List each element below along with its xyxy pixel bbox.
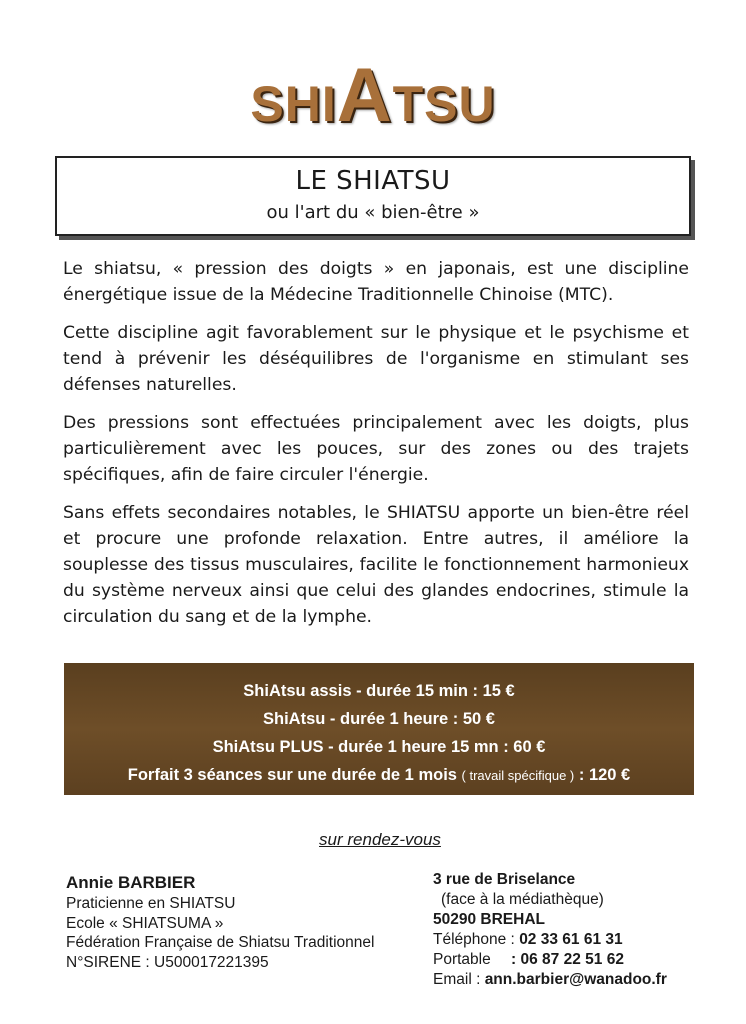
- page-subtitle: ou l'art du « bien-être »: [266, 202, 480, 223]
- mobile-number[interactable]: : 06 87 22 51 62: [511, 951, 624, 968]
- practitioner-federation: Fédération Française de Shiatsu Traditionnel: [66, 934, 375, 951]
- address-landmark: (face à la médiathèque): [441, 891, 604, 908]
- paragraph-intro: Le shiatsu, « pression des doigts » en japonais, est une discipline énergétique issue de la Médecine Traditionnelle Chinoise (MTC).: [63, 259, 689, 305]
- practitioner-school: Ecole « SHIATSUMA »: [66, 914, 224, 932]
- logo: [0, 52, 746, 139]
- contact-left: [66, 872, 416, 972]
- appointment-note: sur rendez-vous: [319, 830, 441, 849]
- email-address[interactable]: ann.barbier@wanadoo.fr: [484, 971, 667, 988]
- phone-line: [433, 930, 733, 950]
- practitioner-role: Praticienne en SHIATSU: [66, 895, 236, 912]
- paragraph-technique: Des pressions sont effectuées principalement avec les doigts, plus particulièrement avec les pouces, sur des zones ou des trajets spécifiques, afin de faire circuler l'énergie.: [63, 413, 689, 485]
- address-city: 50290 BREHAL: [433, 911, 545, 928]
- title-box: [55, 156, 691, 236]
- address-street: 3 rue de Briselance: [433, 871, 576, 888]
- forfait-note: ( travail spécifique ): [461, 768, 575, 783]
- price-box: [64, 663, 694, 795]
- mobile-line: [433, 950, 733, 970]
- phone-number[interactable]: 02 33 61 61 31: [519, 931, 623, 948]
- logo-part-a: A: [336, 53, 393, 138]
- contact-right: [433, 870, 733, 990]
- price-row-1h: ShiAtsu - durée 1 heure : 50 €: [263, 710, 495, 728]
- practitioner-siren: N°SIRENE : U500017221395: [66, 953, 269, 971]
- forfait-label: Forfait 3 séances sur une durée de 1 mois: [127, 766, 457, 784]
- email-label: Email :: [433, 971, 481, 988]
- price-row-assis: ShiAtsu assis - durée 15 min : 15 €: [243, 682, 515, 700]
- page-title: LE SHIATSU: [295, 166, 451, 196]
- price-row-forfait: [64, 761, 694, 790]
- price-row-plus: ShiAtsu PLUS - durée 1 heure 15 mn : 60 €: [212, 738, 546, 756]
- logo-part-tsu: TSU: [392, 76, 496, 132]
- practitioner-name: Annie BARBIER: [66, 873, 196, 892]
- mobile-label: Portable: [433, 951, 491, 968]
- body-text: [63, 256, 689, 642]
- forfait-price: : 120 €: [578, 766, 631, 784]
- paragraph-benefits: Cette discipline agit favorablement sur le physique et le psychisme et tend à prévenir les déséquilibres de l'organisme en stimulant ses défenses naturelles.: [63, 323, 689, 395]
- paragraph-effects: Sans effets secondaires notables, le SHIATSU apporte un bien-être réel et procure une profonde relaxation. Entre autres, il améliore la souplesse des tissus musculaires, facilite le fonctionnement harmonieux du système nerveux ainsi que celui des glandes endocrines, stimule la circulation du sang et de la lymphe.: [63, 503, 689, 627]
- logo-part-shi: SHI: [250, 76, 337, 132]
- email-line: [433, 970, 733, 990]
- phone-label: Téléphone :: [433, 931, 515, 948]
